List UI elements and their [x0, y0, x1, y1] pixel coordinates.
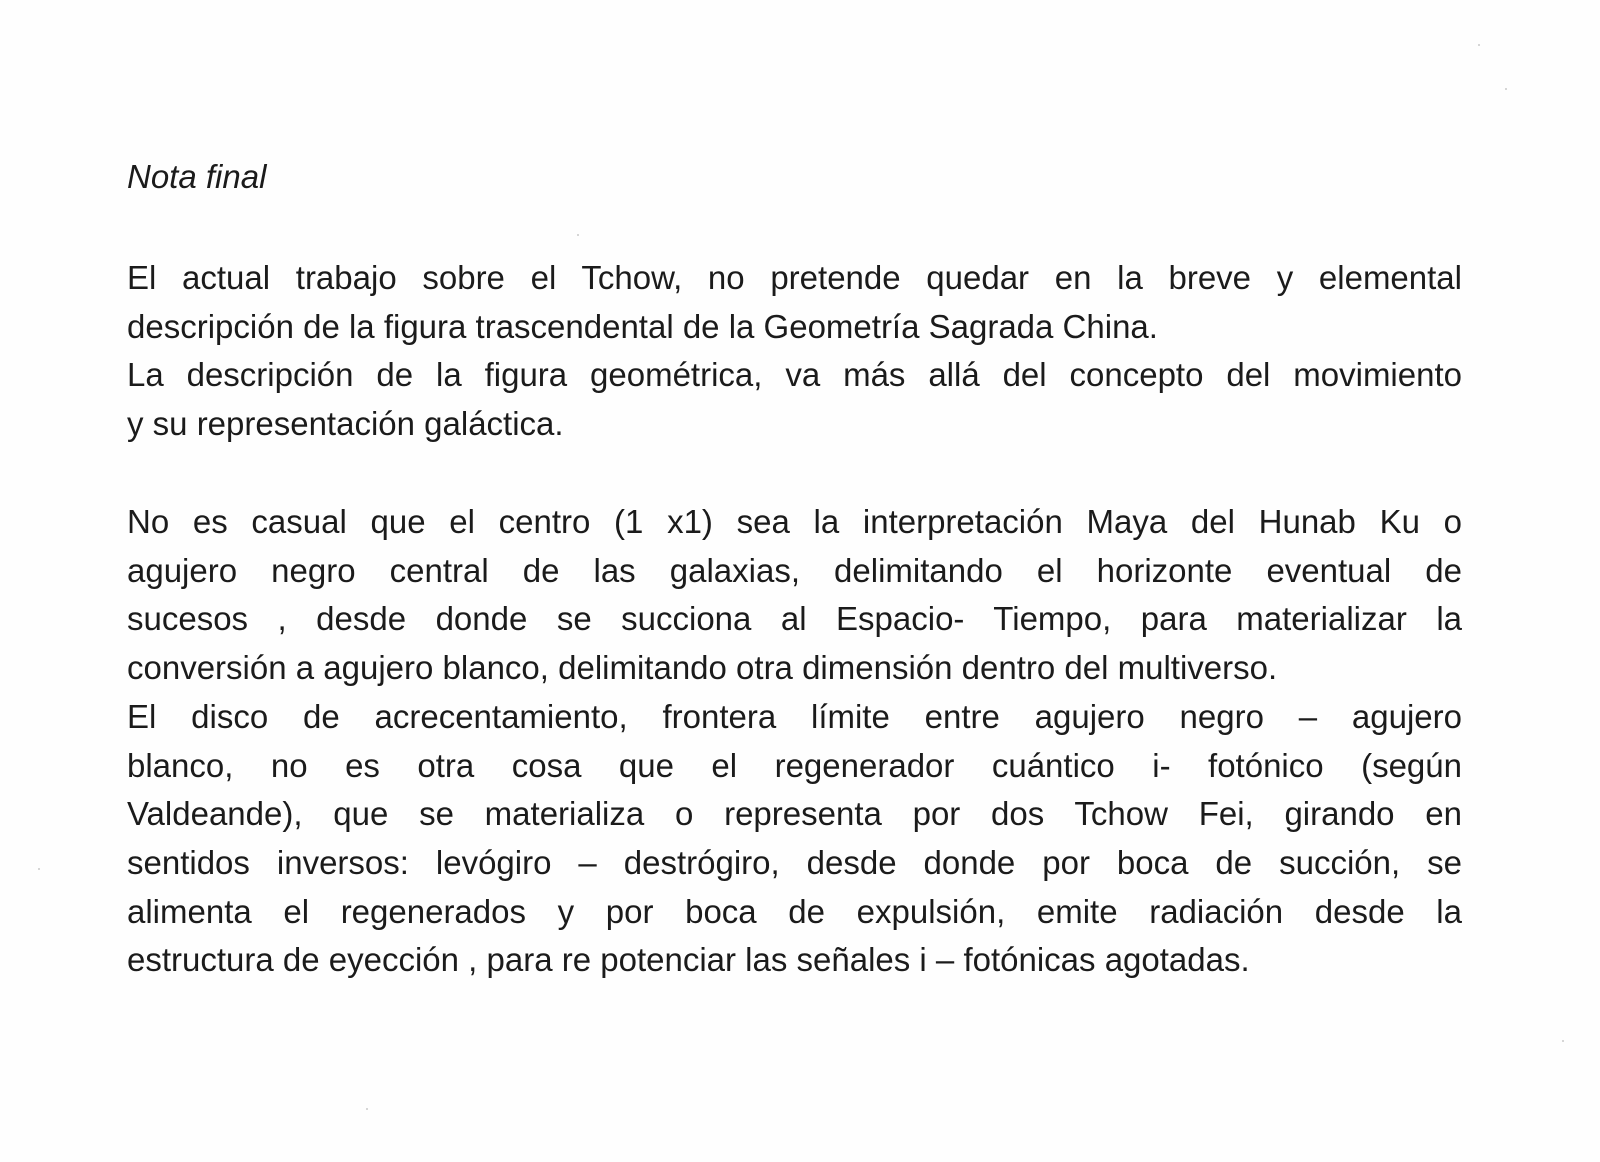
- scan-speck: [366, 1108, 368, 1110]
- paragraph-2: [127, 498, 1462, 985]
- paragraph-1: [127, 254, 1462, 449]
- text-line: La descripción de la figura geométrica, va más allá del concepto del movimiento: [127, 356, 1462, 394]
- text-line: sucesos , desde donde se succiona al Espacio- Tiempo, para materializar la: [127, 600, 1462, 638]
- text-line: blanco, no es otra cosa que el regenerador cuántico i- fotónico (según: [127, 746, 1462, 784]
- text-line: descripción de la figura trascendental de la Geometría Sagrada China.: [127, 307, 1158, 345]
- text-line: No es casual que el centro (1 x1) sea la interpretación Maya del Hunab Ku o: [127, 503, 1462, 540]
- text-line: alimenta el regenerados y por boca de expulsión, emite radiación desde la: [127, 892, 1462, 930]
- scan-speck: [38, 868, 40, 870]
- text-line: El disco de acrecentamiento, frontera límite entre agujero negro – agujero: [127, 697, 1462, 735]
- text-line: y su representación galáctica.: [127, 405, 564, 443]
- document-heading: Nota final: [127, 158, 267, 195]
- scan-speck: [1478, 44, 1480, 46]
- text-line: Valdeande), que se materializa o representa por dos Tchow Fei, girando en: [127, 795, 1462, 833]
- scan-speck: [1505, 88, 1507, 90]
- text-line: conversión a agujero blanco, delimitando otra dimensión dentro del multiverso.: [127, 649, 1278, 687]
- scan-speck: [577, 234, 579, 236]
- text-line: El actual trabajo sobre el Tchow, no pretende quedar en la breve y elemental: [127, 259, 1462, 296]
- text-line: sentidos inversos: levógiro – destrógiro, desde donde por boca de succión, se: [127, 843, 1462, 881]
- text-line: estructura de eyección , para re potenciar las señales i – fotónicas agotadas.: [127, 941, 1250, 979]
- text-line: agujero negro central de las galaxias, delimitando el horizonte eventual de: [127, 551, 1462, 589]
- scan-speck: [1562, 1040, 1564, 1042]
